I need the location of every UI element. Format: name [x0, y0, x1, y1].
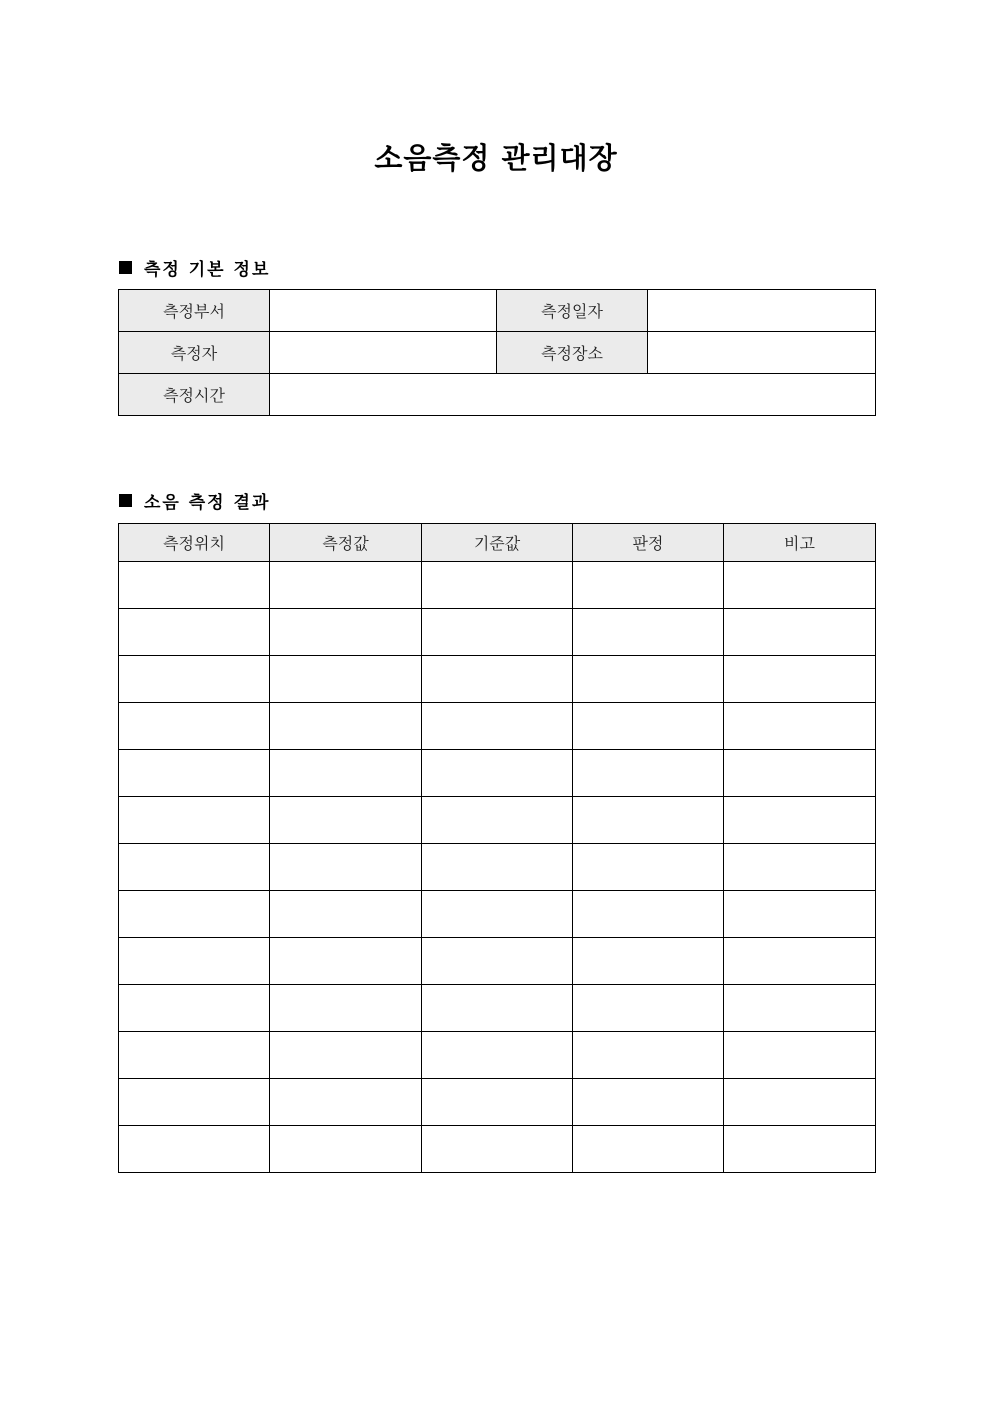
label-department: 측정부서: [119, 290, 270, 332]
basic-info-table: [118, 289, 876, 416]
table-row: [119, 844, 876, 891]
cell-standard-value[interactable]: [422, 891, 573, 938]
cell-measured-value[interactable]: [270, 891, 422, 938]
square-bullet-icon: [119, 261, 132, 274]
cell-judgment[interactable]: [573, 703, 724, 750]
column-header-measured-value: 측정값: [270, 524, 422, 562]
field-location[interactable]: [648, 332, 876, 374]
cell-location[interactable]: [119, 1126, 270, 1173]
cell-measured-value[interactable]: [270, 656, 422, 703]
document-title: 소음측정 관리대장: [374, 141, 618, 175]
label-date: 측정일자: [497, 290, 648, 332]
cell-standard-value[interactable]: [422, 844, 573, 891]
table-row: [119, 609, 876, 656]
cell-judgment[interactable]: [573, 844, 724, 891]
table-row: [119, 332, 876, 374]
label-location: 측정장소: [497, 332, 648, 374]
cell-standard-value[interactable]: [422, 750, 573, 797]
cell-location[interactable]: [119, 750, 270, 797]
cell-standard-value[interactable]: [422, 1126, 573, 1173]
table-row: [119, 938, 876, 985]
cell-measured-value[interactable]: [270, 797, 422, 844]
cell-measured-value[interactable]: [270, 1079, 422, 1126]
cell-location[interactable]: [119, 1032, 270, 1079]
cell-standard-value[interactable]: [422, 609, 573, 656]
cell-location[interactable]: [119, 844, 270, 891]
cell-location[interactable]: [119, 562, 270, 609]
cell-remarks[interactable]: [724, 985, 876, 1032]
table-row: [119, 374, 876, 416]
cell-judgment[interactable]: [573, 938, 724, 985]
cell-judgment[interactable]: [573, 750, 724, 797]
cell-measured-value[interactable]: [270, 1126, 422, 1173]
field-time[interactable]: [270, 374, 876, 416]
table-row: [119, 1126, 876, 1173]
table-row: [119, 290, 876, 332]
column-header-standard-value: 기준값: [422, 524, 573, 562]
cell-standard-value[interactable]: [422, 797, 573, 844]
cell-remarks[interactable]: [724, 609, 876, 656]
cell-standard-value[interactable]: [422, 1032, 573, 1079]
cell-measured-value[interactable]: [270, 562, 422, 609]
column-header-location: 측정위치: [119, 524, 270, 562]
cell-remarks[interactable]: [724, 1079, 876, 1126]
cell-measured-value[interactable]: [270, 985, 422, 1032]
cell-measured-value[interactable]: [270, 750, 422, 797]
cell-remarks[interactable]: [724, 844, 876, 891]
cell-location[interactable]: [119, 797, 270, 844]
table-row: [119, 891, 876, 938]
cell-remarks[interactable]: [724, 891, 876, 938]
cell-judgment[interactable]: [573, 656, 724, 703]
cell-judgment[interactable]: [573, 1079, 724, 1126]
cell-remarks[interactable]: [724, 656, 876, 703]
cell-remarks[interactable]: [724, 1126, 876, 1173]
cell-location[interactable]: [119, 656, 270, 703]
cell-remarks[interactable]: [724, 750, 876, 797]
table-row: [119, 750, 876, 797]
cell-judgment[interactable]: [573, 797, 724, 844]
column-header-judgment: 판정: [573, 524, 724, 562]
cell-location[interactable]: [119, 938, 270, 985]
table-row: [119, 797, 876, 844]
cell-standard-value[interactable]: [422, 656, 573, 703]
field-date[interactable]: [648, 290, 876, 332]
cell-measured-value[interactable]: [270, 703, 422, 750]
cell-judgment[interactable]: [573, 609, 724, 656]
cell-standard-value[interactable]: [422, 1079, 573, 1126]
field-measurer[interactable]: [270, 332, 497, 374]
table-row: [119, 703, 876, 750]
cell-standard-value[interactable]: [422, 938, 573, 985]
cell-judgment[interactable]: [573, 985, 724, 1032]
cell-measured-value[interactable]: [270, 844, 422, 891]
cell-judgment[interactable]: [573, 1126, 724, 1173]
cell-standard-value[interactable]: [422, 985, 573, 1032]
cell-location[interactable]: [119, 985, 270, 1032]
section-heading-text: 측정 기본 정보: [144, 260, 271, 280]
cell-measured-value[interactable]: [270, 938, 422, 985]
table-row: [119, 1079, 876, 1126]
cell-judgment[interactable]: [573, 1032, 724, 1079]
table-row: [119, 656, 876, 703]
cell-judgment[interactable]: [573, 562, 724, 609]
field-department[interactable]: [270, 290, 497, 332]
table-row: [119, 985, 876, 1032]
results-table: [118, 523, 876, 1173]
cell-location[interactable]: [119, 703, 270, 750]
table-header-row: [119, 524, 876, 562]
table-row: [119, 1032, 876, 1079]
cell-location[interactable]: [119, 1079, 270, 1126]
column-header-remarks: 비고: [724, 524, 876, 562]
cell-location[interactable]: [119, 891, 270, 938]
label-time: 측정시간: [119, 374, 270, 416]
cell-location[interactable]: [119, 609, 270, 656]
cell-remarks[interactable]: [724, 938, 876, 985]
cell-remarks[interactable]: [724, 562, 876, 609]
cell-judgment[interactable]: [573, 891, 724, 938]
cell-remarks[interactable]: [724, 797, 876, 844]
section-heading-results: [119, 488, 270, 513]
cell-measured-value[interactable]: [270, 609, 422, 656]
cell-measured-value[interactable]: [270, 1032, 422, 1079]
cell-remarks[interactable]: [724, 703, 876, 750]
table-row: [119, 562, 876, 609]
cell-remarks[interactable]: [724, 1032, 876, 1079]
cell-standard-value[interactable]: [422, 703, 573, 750]
label-measurer: 측정자: [119, 332, 270, 374]
cell-standard-value[interactable]: [422, 562, 573, 609]
section-heading-text: 소음 측정 결과: [144, 493, 271, 513]
square-bullet-icon: [119, 494, 132, 507]
section-heading-basic-info: [119, 255, 270, 280]
